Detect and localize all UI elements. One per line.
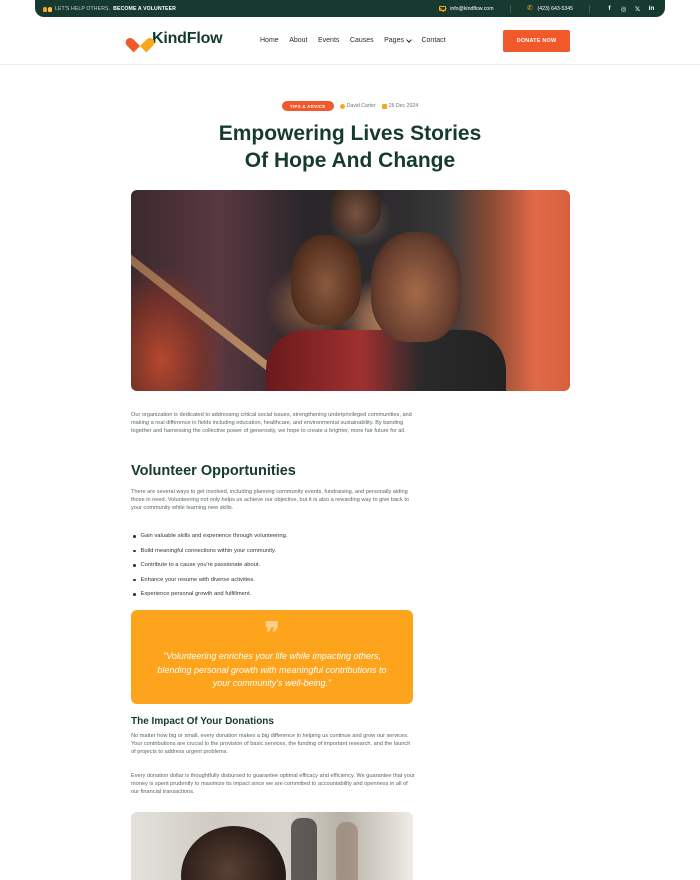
impact-paragraph-2: Every donation dollar is thoughtfully disbursed to guarantee optimal efficacy and efficiency. We guarantee that your money is spent prudently to maximize its impact since we are committed to accountability and openness in all of our financial transactions. bbox=[131, 773, 415, 795]
post-date bbox=[382, 103, 418, 109]
list-item-text: Experience personal growth and fulfillment. bbox=[140, 591, 252, 598]
image-detail bbox=[291, 235, 361, 325]
social-links bbox=[606, 5, 655, 13]
phone-contact[interactable] bbox=[527, 5, 573, 12]
image-detail bbox=[336, 822, 358, 880]
linkedin-icon[interactable]: in bbox=[648, 5, 655, 12]
list-item bbox=[131, 558, 416, 573]
logo[interactable] bbox=[131, 30, 222, 48]
nav-item-pages[interactable] bbox=[384, 37, 411, 44]
list-item-text: Contribute to a cause you're passionate about. bbox=[140, 562, 261, 569]
become-volunteer-link[interactable]: BECOME A VOLUNTEER bbox=[113, 5, 176, 12]
hero-image bbox=[131, 190, 570, 391]
nav-item-home[interactable] bbox=[260, 37, 279, 44]
bullet-icon bbox=[133, 535, 136, 538]
intro-paragraph: Our organization is dedicated to addressing critical social issues, strengthening underprivileged communities, and making a real difference in fields including education, healthcare, and environmental sustainability. By banding together and harnessing the collective power of generosity, we hope to create a brighter, more fair future for all. bbox=[131, 412, 412, 434]
list-item-text: Build meaningful connections within your community. bbox=[140, 547, 277, 554]
post-title bbox=[0, 120, 700, 174]
email-contact[interactable] bbox=[439, 6, 493, 12]
image-detail bbox=[291, 818, 317, 880]
site-header bbox=[0, 17, 700, 65]
blockquote bbox=[131, 610, 413, 704]
title-line-2: Of Hope And Change bbox=[244, 149, 456, 172]
top-bar bbox=[35, 0, 665, 17]
nav-label: Events bbox=[317, 37, 340, 44]
bullet-icon bbox=[133, 593, 136, 596]
logo-text: KindFlow bbox=[152, 30, 223, 47]
quote-text: "Volunteering enriches your life while impacting others, blending personal growth with meaningful contributions to your community's well-being." bbox=[157, 651, 387, 688]
quote-mark-icon: ❞ bbox=[264, 616, 280, 649]
image-detail bbox=[331, 190, 381, 235]
nav-item-contact[interactable] bbox=[421, 37, 445, 44]
post-meta bbox=[0, 101, 700, 111]
volunteer-paragraph: There are several ways to get involved, including planning community events, fundraising, and personally aiding those in need. Volunteering not only helps us achieve our objective, but it is also a rewarding way to give back to your community while learning new skills. bbox=[131, 489, 409, 511]
main-nav bbox=[260, 37, 456, 44]
nav-item-events[interactable] bbox=[318, 37, 339, 44]
section-heading-volunteer: Volunteer Opportunities bbox=[131, 463, 296, 479]
category-tag[interactable]: TIPS & ADVICE bbox=[282, 101, 334, 111]
user-icon bbox=[340, 104, 345, 109]
help-others-text: LET'S HELP OTHERS. bbox=[55, 5, 111, 12]
email-text[interactable]: info@kindflow.com bbox=[450, 5, 494, 12]
bullet-icon bbox=[133, 550, 136, 553]
image-detail bbox=[181, 826, 286, 880]
facebook-icon[interactable]: f bbox=[608, 5, 611, 12]
image-detail bbox=[371, 232, 461, 342]
volunteer-callout[interactable] bbox=[43, 6, 176, 12]
people-icon bbox=[43, 6, 52, 12]
bullet-icon bbox=[133, 564, 136, 567]
date-text: 26 Dec 2024 bbox=[388, 103, 419, 109]
benefits-list bbox=[131, 529, 416, 602]
author-name[interactable]: David Carter bbox=[346, 103, 376, 109]
nav-item-about[interactable] bbox=[289, 37, 307, 44]
divider bbox=[510, 5, 511, 13]
image-detail bbox=[266, 330, 506, 391]
list-item bbox=[131, 544, 416, 559]
divider bbox=[589, 5, 590, 13]
nav-label: Pages bbox=[384, 37, 404, 44]
mail-icon bbox=[439, 6, 446, 11]
nav-label: Contact bbox=[421, 37, 446, 44]
calendar-icon bbox=[382, 104, 387, 109]
section-heading-impact: The Impact Of Your Donations bbox=[131, 716, 274, 727]
phone-icon: ✆ bbox=[527, 5, 533, 12]
nav-label: Causes bbox=[349, 37, 374, 44]
author[interactable] bbox=[340, 103, 376, 109]
list-item bbox=[131, 587, 416, 602]
x-twitter-icon[interactable]: 𝕏 bbox=[634, 5, 641, 13]
instagram-icon[interactable]: ◎ bbox=[620, 5, 627, 13]
donate-now-button[interactable]: DONATE NOW bbox=[503, 30, 570, 52]
list-item-text: Gain valuable skills and experience through volunteering. bbox=[140, 533, 288, 540]
title-line-1: Empowering Lives Stories bbox=[218, 122, 482, 145]
bullet-icon bbox=[133, 579, 136, 582]
nav-item-causes[interactable] bbox=[350, 37, 374, 44]
phone-text[interactable]: (423) 643-5345 bbox=[537, 5, 573, 12]
chevron-down-icon bbox=[406, 37, 412, 43]
list-item-text: Enhance your resume with diverse activities. bbox=[140, 576, 255, 583]
list-item bbox=[131, 529, 416, 544]
impact-paragraph-1: No matter how big or small, every donation makes a big difference in helping us continue and grow our services. Your contributions are crucial to the provision of basic services, the funding of important research, and the launch of projects to address urgent problems. bbox=[131, 733, 411, 755]
list-item bbox=[131, 573, 416, 588]
content-image bbox=[131, 812, 413, 880]
nav-label: About bbox=[289, 37, 308, 44]
image-detail bbox=[131, 241, 287, 383]
heart-logo-icon bbox=[131, 31, 149, 47]
nav-label: Home bbox=[260, 37, 279, 44]
